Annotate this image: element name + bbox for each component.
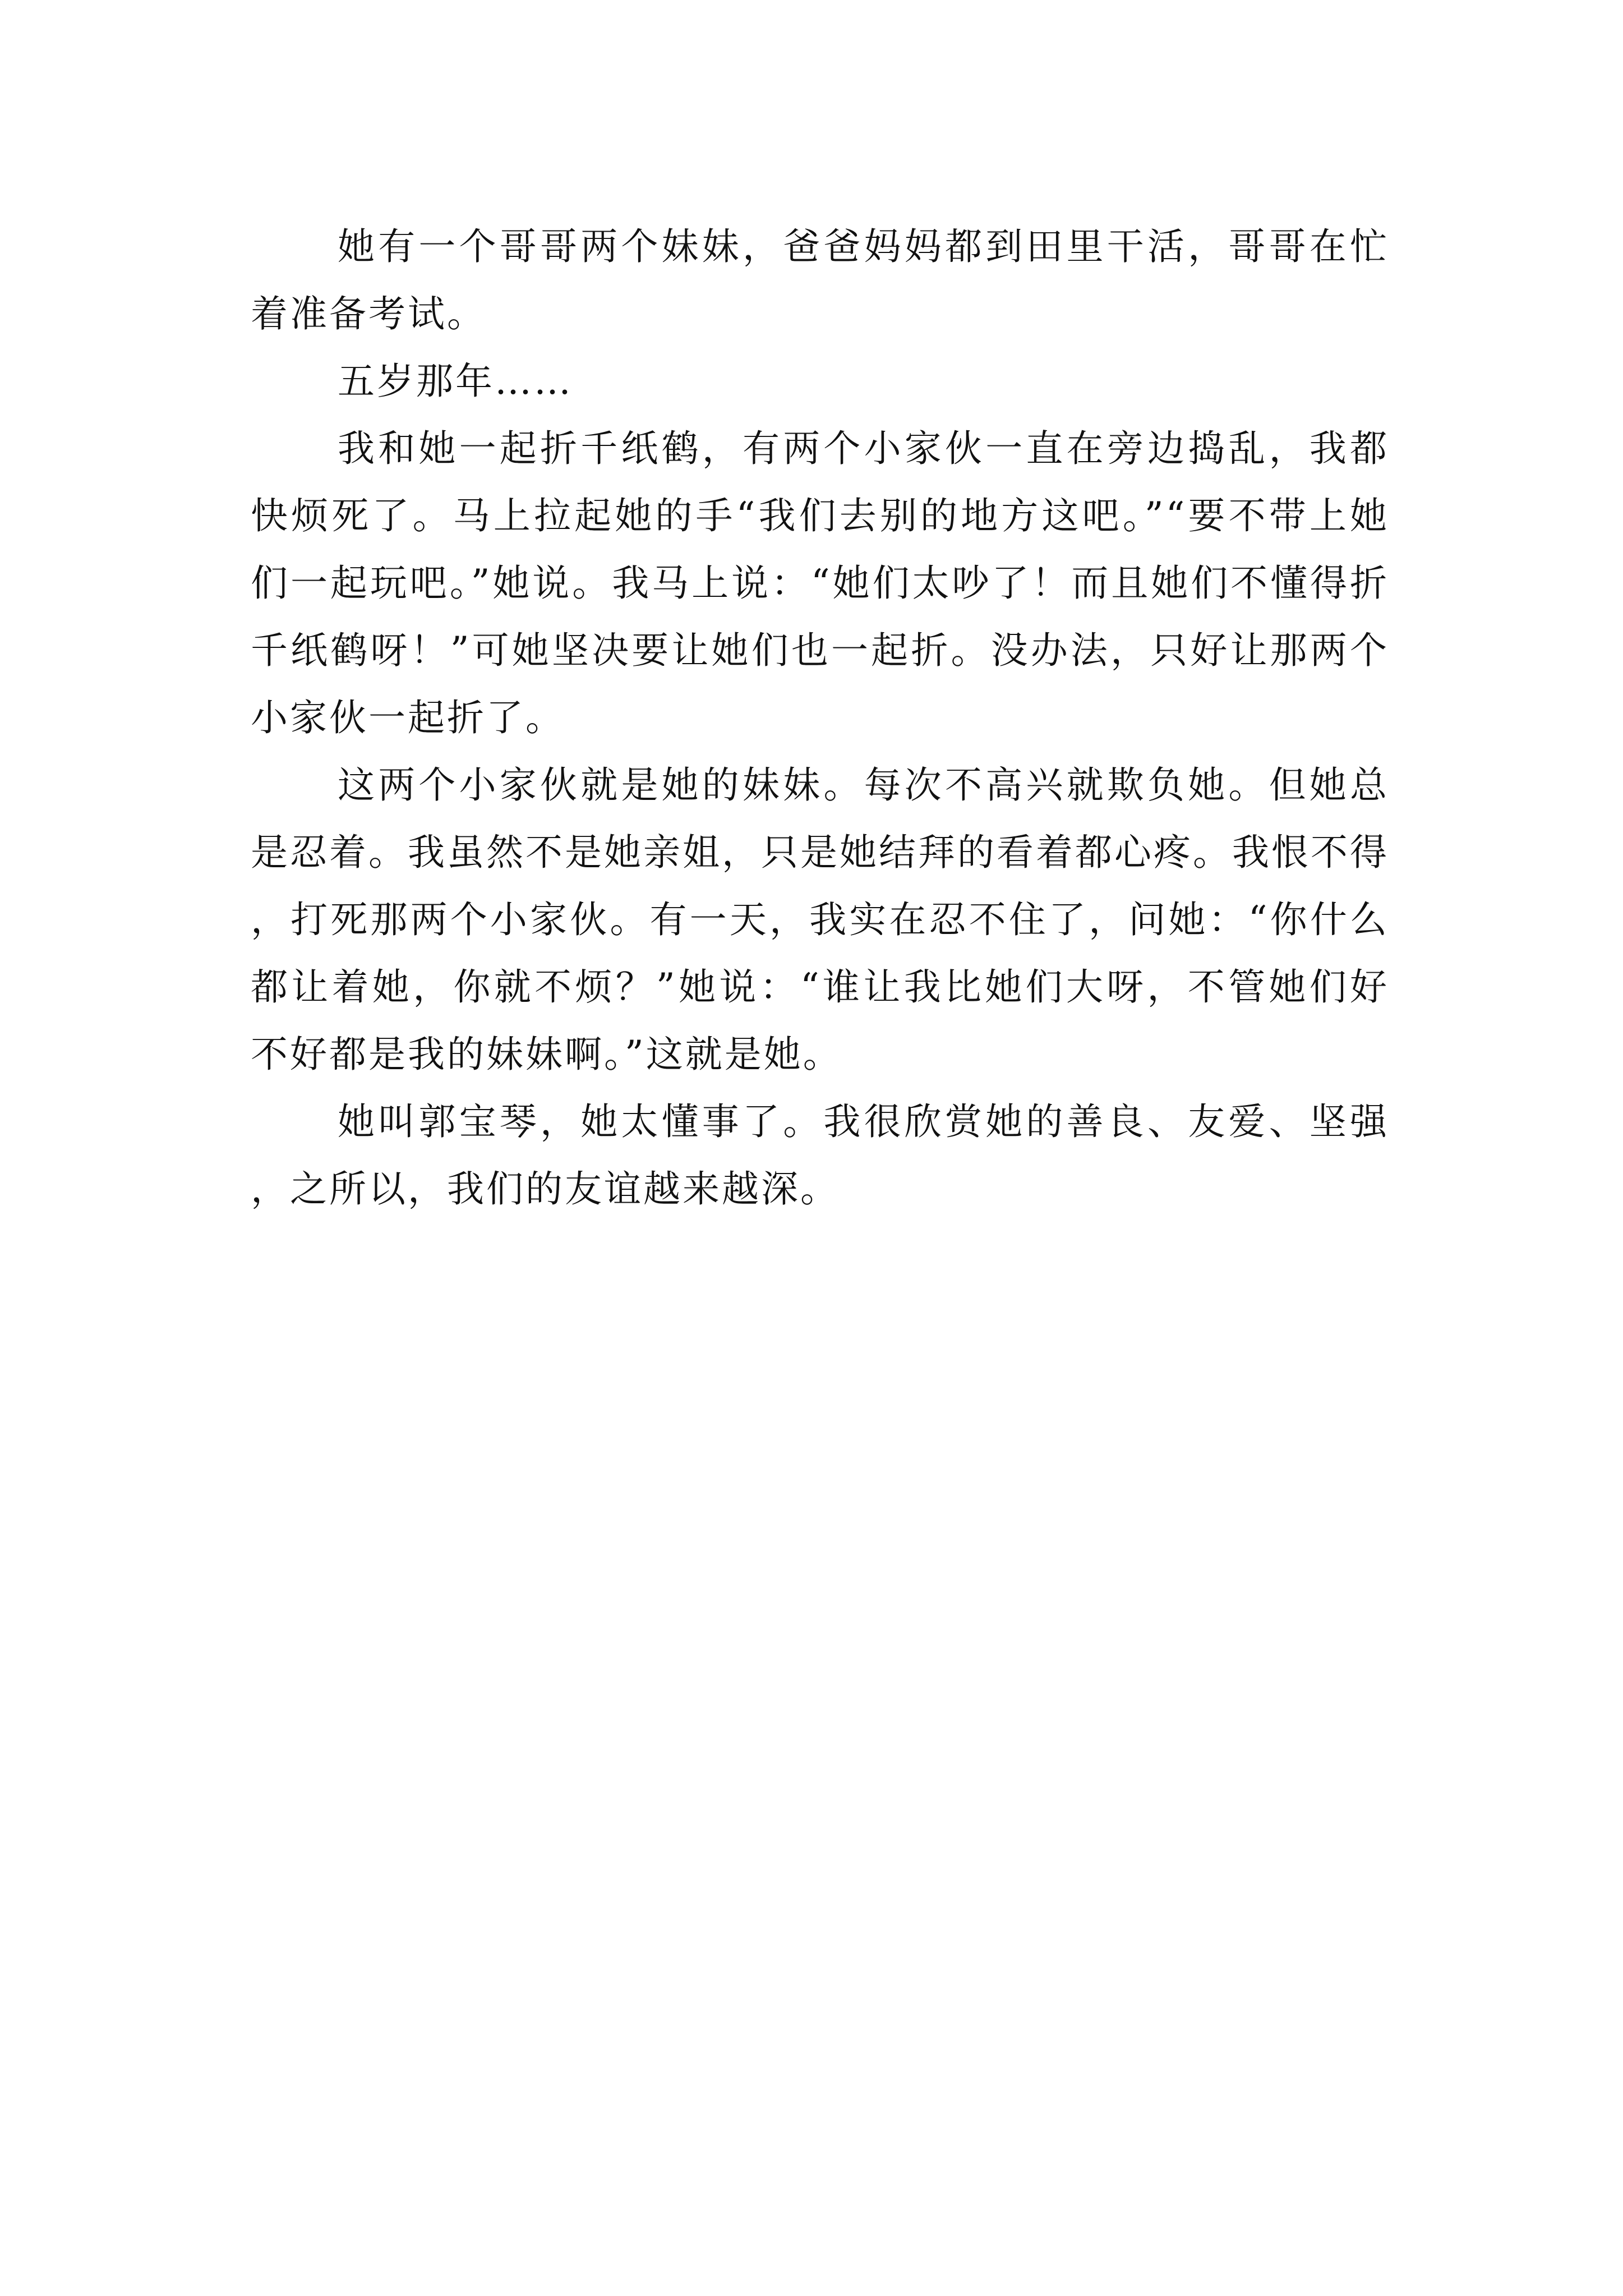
paragraph-3: 我和她一起折千纸鹤，有两个小家伙一直在旁边捣乱，我都快烦死了。马上拉起她的手“我们去别的地方这吧。”“要不带上她们一起玩吧。”她说。我马上说：“她们太吵了！而且她们不懂得折千纸鹤呀！”可她坚决要让她们也一起折。没办法，只好让那两个小家伙一起折了。 [251,427,1389,739]
paragraph-4: 这两个小家伙就是她的妹妹。每次不高兴就欺负她。但她总是忍着。我虽然不是她亲姐，只是她结拜的看着都心疼。我恨不得，打死那两个小家伙。有一天，我实在忍不住了，问她：“你什么都让着她，你就不烦？”她说：“谁让我比她们大呀，不管她们好不好都是我的妹妹啊。”这就是她。 [251,763,1389,1076]
paragraph-1: 她有一个哥哥两个妹妹，爸爸妈妈都到田里干活，哥哥在忙着准备考试。 [251,225,1389,335]
paragraph-2: 五岁那年…… [338,360,573,403]
document-body [251,213,1389,1223]
paragraph-5: 她叫郭宝琴，她太懂事了。我很欣赏她的善良、友爱、坚强，之所以，我们的友谊越来越深。 [251,1100,1389,1211]
